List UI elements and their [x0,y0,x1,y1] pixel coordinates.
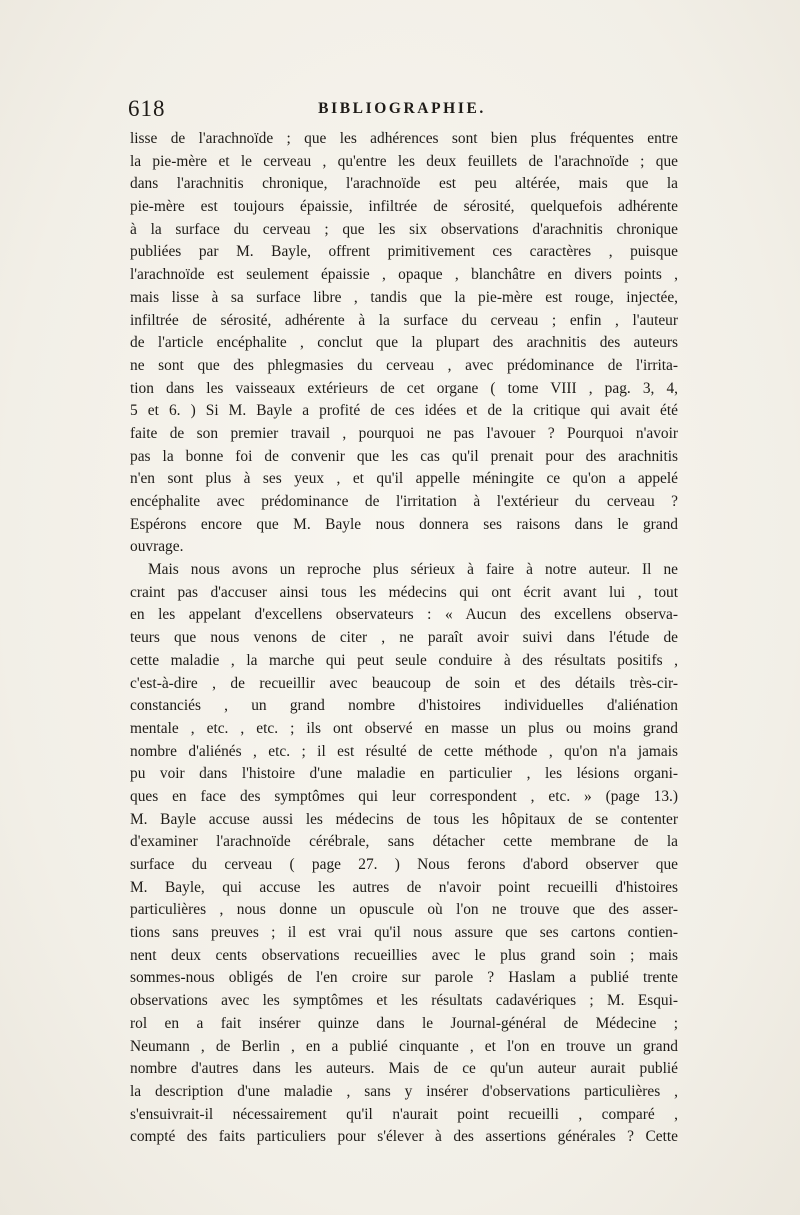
text-line: l'arachnoïde est seulement épaissie , opaque , blanchâtre en divers points , [130,266,678,284]
text-line: surface du cerveau ( page 27. ) Nous ferons d'abord observer que [130,856,678,873]
text-line: nombre d'aliénés , etc. ; il est résulté de cette méthode , qu'on n'a jamais [130,742,678,760]
text-line: encéphalite avec prédominance de l'irritation à l'extérieur du cerveau ? [130,493,678,510]
text-line: rol en a fait insérer quinze dans le Journal-général de Médecine ; [130,1014,678,1032]
text-line: la description d'une maladie , sans y insérer d'observations particulières , [130,1082,678,1100]
text-line: ouvrage. [130,538,184,556]
page-number: 618 [128,96,166,121]
text-line: cette maladie , la marche qui peut seule conduire à des résultats positifs , [130,651,678,669]
page-header [118,96,686,122]
text-line: c'est-à-dire , de recueillir avec beaucoup de soin et des détails très-cir- [130,674,678,692]
text-line: Neumann , de Berlin , en a publié cinquante , et l'on en trouve un grand [130,1037,678,1055]
text-line: mentale , etc. , etc. ; ils ont observé en masse un plus ou moins grand [130,719,678,737]
text-line: sommes-nous obligés de l'en croire sur parole ? Haslam a publié trente [130,969,678,987]
text-line: craint pas d'accuser ainsi tous les médecins qui ont écrit avant lui , tout [130,583,678,601]
text-line: ques en face des symptômes qui leur correspondent , etc. » (page 13.) [130,787,678,805]
text-line: pas la bonne foi de convenir que les cas qu'il prenait pour des arachnitis [130,447,678,465]
text-line: infiltrée de sérosité, adhérente à la surface du cerveau ; enfin , l'auteur [130,311,678,329]
text-line: constanciés , un grand nombre d'histoires individuelles d'aliénation [130,697,678,715]
text-line: nent deux cents observations recueillies avec le plus grand soin ; mais [130,946,678,964]
body-text [130,128,678,1149]
text-line: de l'article encéphalite , conclut que la plupart des arachnitis des auteurs [130,334,678,352]
text-line: 5 et 6. ) Si M. Bayle a profité de ces idées et de la critique qui avait été [130,402,678,420]
text-line: en les appelant d'excellens observateurs : « Aucun des excellens observa- [130,606,678,624]
text-line: observations avec les symptômes et les résultats cadavériques ; M. Esqui- [130,992,678,1010]
text-line: tion dans les vaisseaux extérieurs de cet organe ( tome VIII , pag. 3, 4, [130,379,678,397]
text-line: compté des faits particuliers pour s'élever à des assertions générales ? Cette [130,1128,678,1146]
text-line: s'ensuivrait-il nécessairement qu'il n'aurait point recueilli , comparé , [130,1105,678,1123]
text-line: Mais nous avons un reproche plus sérieux à faire à notre auteur. Il ne [148,561,678,579]
text-line: M. Bayle, qui accuse les autres de n'avoir point recueilli d'histoires [130,878,678,896]
text-line: nombre d'autres dans les auteurs. Mais de ce qu'un auteur aurait publié [130,1060,678,1078]
text-line: dans l'arachnitis chronique, l'arachnoïde est peu altérée, mais que la [130,175,678,193]
text-line: la pie-mère et le cerveau , qu'entre les deux feuillets de l'arachnoïde ; que [130,152,678,170]
text-line: pu voir dans l'histoire d'une maladie en particulier , les lésions organi- [130,765,678,783]
text-line: particulières , nous donne un opuscule où l'on ne trouve que des asser- [130,901,678,919]
text-line: lisse de l'arachnoïde ; que les adhérences sont bien plus fréquentes entre [130,130,678,147]
text-line: faite de son premier travail , pourquoi ne pas l'avouer ? Pourquoi n'avoir [130,424,678,442]
text-line: mais lisse à sa surface libre , tandis que la pie-mère est rouge, injectée, [130,288,678,306]
text-line: n'en sont plus à ses yeux , et qu'il appelle méningite ce qu'on a appelé [130,470,678,488]
text-line: publiées par M. Bayle, offrent primitivement ces caractères , puisque [130,243,678,261]
running-title: BIBLIOGRAPHIE. [318,100,486,117]
text-line: pie-mère est toujours épaissie, infiltrée de sérosité, quelquefois adhérente [130,198,678,216]
text-line: ne sont que des phlegmasies du cerveau , avec prédominance de l'irrita- [130,356,678,374]
text-line: M. Bayle accuse aussi les médecins de tous les hôpitaux de se contenter [130,810,678,828]
text-line: tions sans preuves ; il est vrai qu'il nous assure que ses cartons contien- [130,924,678,942]
text-line: Espérons encore que M. Bayle nous donnera ses raisons dans le grand [130,515,678,533]
text-line: à la surface du cerveau ; que les six observations d'arachnitis chronique [130,220,678,238]
text-line: d'examiner l'arachnoïde cérébrale, sans détacher cette membrane de la [130,833,678,851]
text-line: teurs que nous venons de citer , ne paraît avoir suivi dans l'étude de [130,629,678,647]
